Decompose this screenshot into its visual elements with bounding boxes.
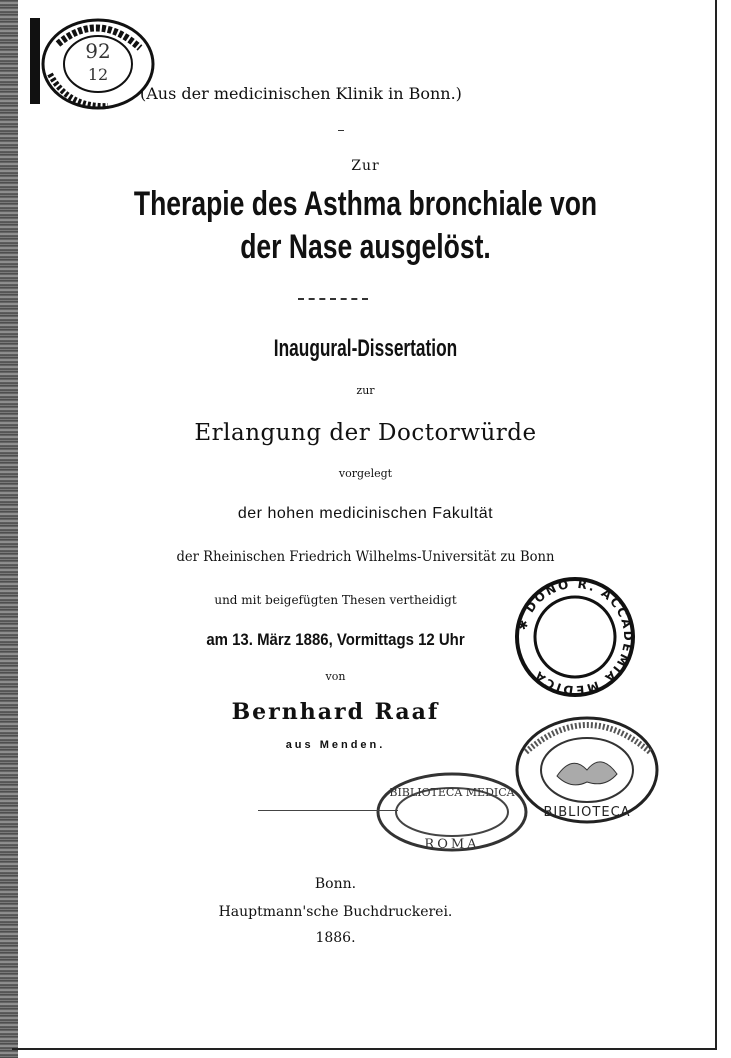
clinic-note: (Aus der medicinischen Klinik in Bonn.)	[140, 84, 462, 103]
svg-text:BIBLIOTECA: BIBLIOTECA	[543, 805, 631, 820]
date-line: am 13. März 1886, Vormittags 12 Uhr	[206, 630, 465, 649]
degree-line: Erlangung der Doctorwürde	[194, 420, 537, 446]
title-preface: Zur	[351, 158, 380, 174]
svg-text:BIBLIOTECA MEDICA: BIBLIOTECA MEDICA	[389, 786, 515, 799]
von-line: von	[325, 670, 346, 683]
title-line-1: Therapie des Asthma bronchiale von	[133, 185, 598, 223]
zur-small: zur	[356, 384, 375, 397]
dono-accademia-stamp	[510, 572, 640, 702]
university-line: der Rheinischen Friedrich Wilhelms-Universität zu Bonn	[176, 549, 555, 565]
imprint-publisher: Hauptmann'sche Buchdruckerei.	[218, 904, 453, 920]
author-name: Bernhard Raaf	[231, 699, 440, 725]
svg-text:92: 92	[85, 39, 111, 63]
title-line-2: der Nase ausgelöst.	[240, 228, 491, 266]
biblioteca-stamp-right	[512, 712, 662, 832]
imprint-place: Bonn.	[314, 876, 357, 892]
library-stamp-top-left	[28, 14, 156, 112]
svg-text:✱ DONO R. ACCADEMIA MEDICA: ✱ DONO R. ACCADEMIA MEDICA	[515, 576, 636, 698]
imprint-year: 1886.	[315, 930, 356, 946]
faculty-line: der hohen medicinischen Fakultät	[237, 505, 494, 522]
svg-text:12: 12	[87, 65, 109, 84]
divider-rule-lower	[258, 810, 398, 811]
svg-text:ROMA: ROMA	[424, 837, 480, 852]
dissertation-heading: Inaugural-Dissertation	[273, 335, 458, 362]
divider-rule	[298, 298, 368, 300]
vorgelegt-line: vorgelegt	[338, 467, 393, 480]
roma-library-stamp	[372, 770, 532, 856]
author-origin: aus Menden.	[285, 739, 386, 751]
ornament-dash	[338, 130, 344, 131]
theses-line: und mit beigefügten Thesen vertheidigt	[214, 593, 457, 607]
